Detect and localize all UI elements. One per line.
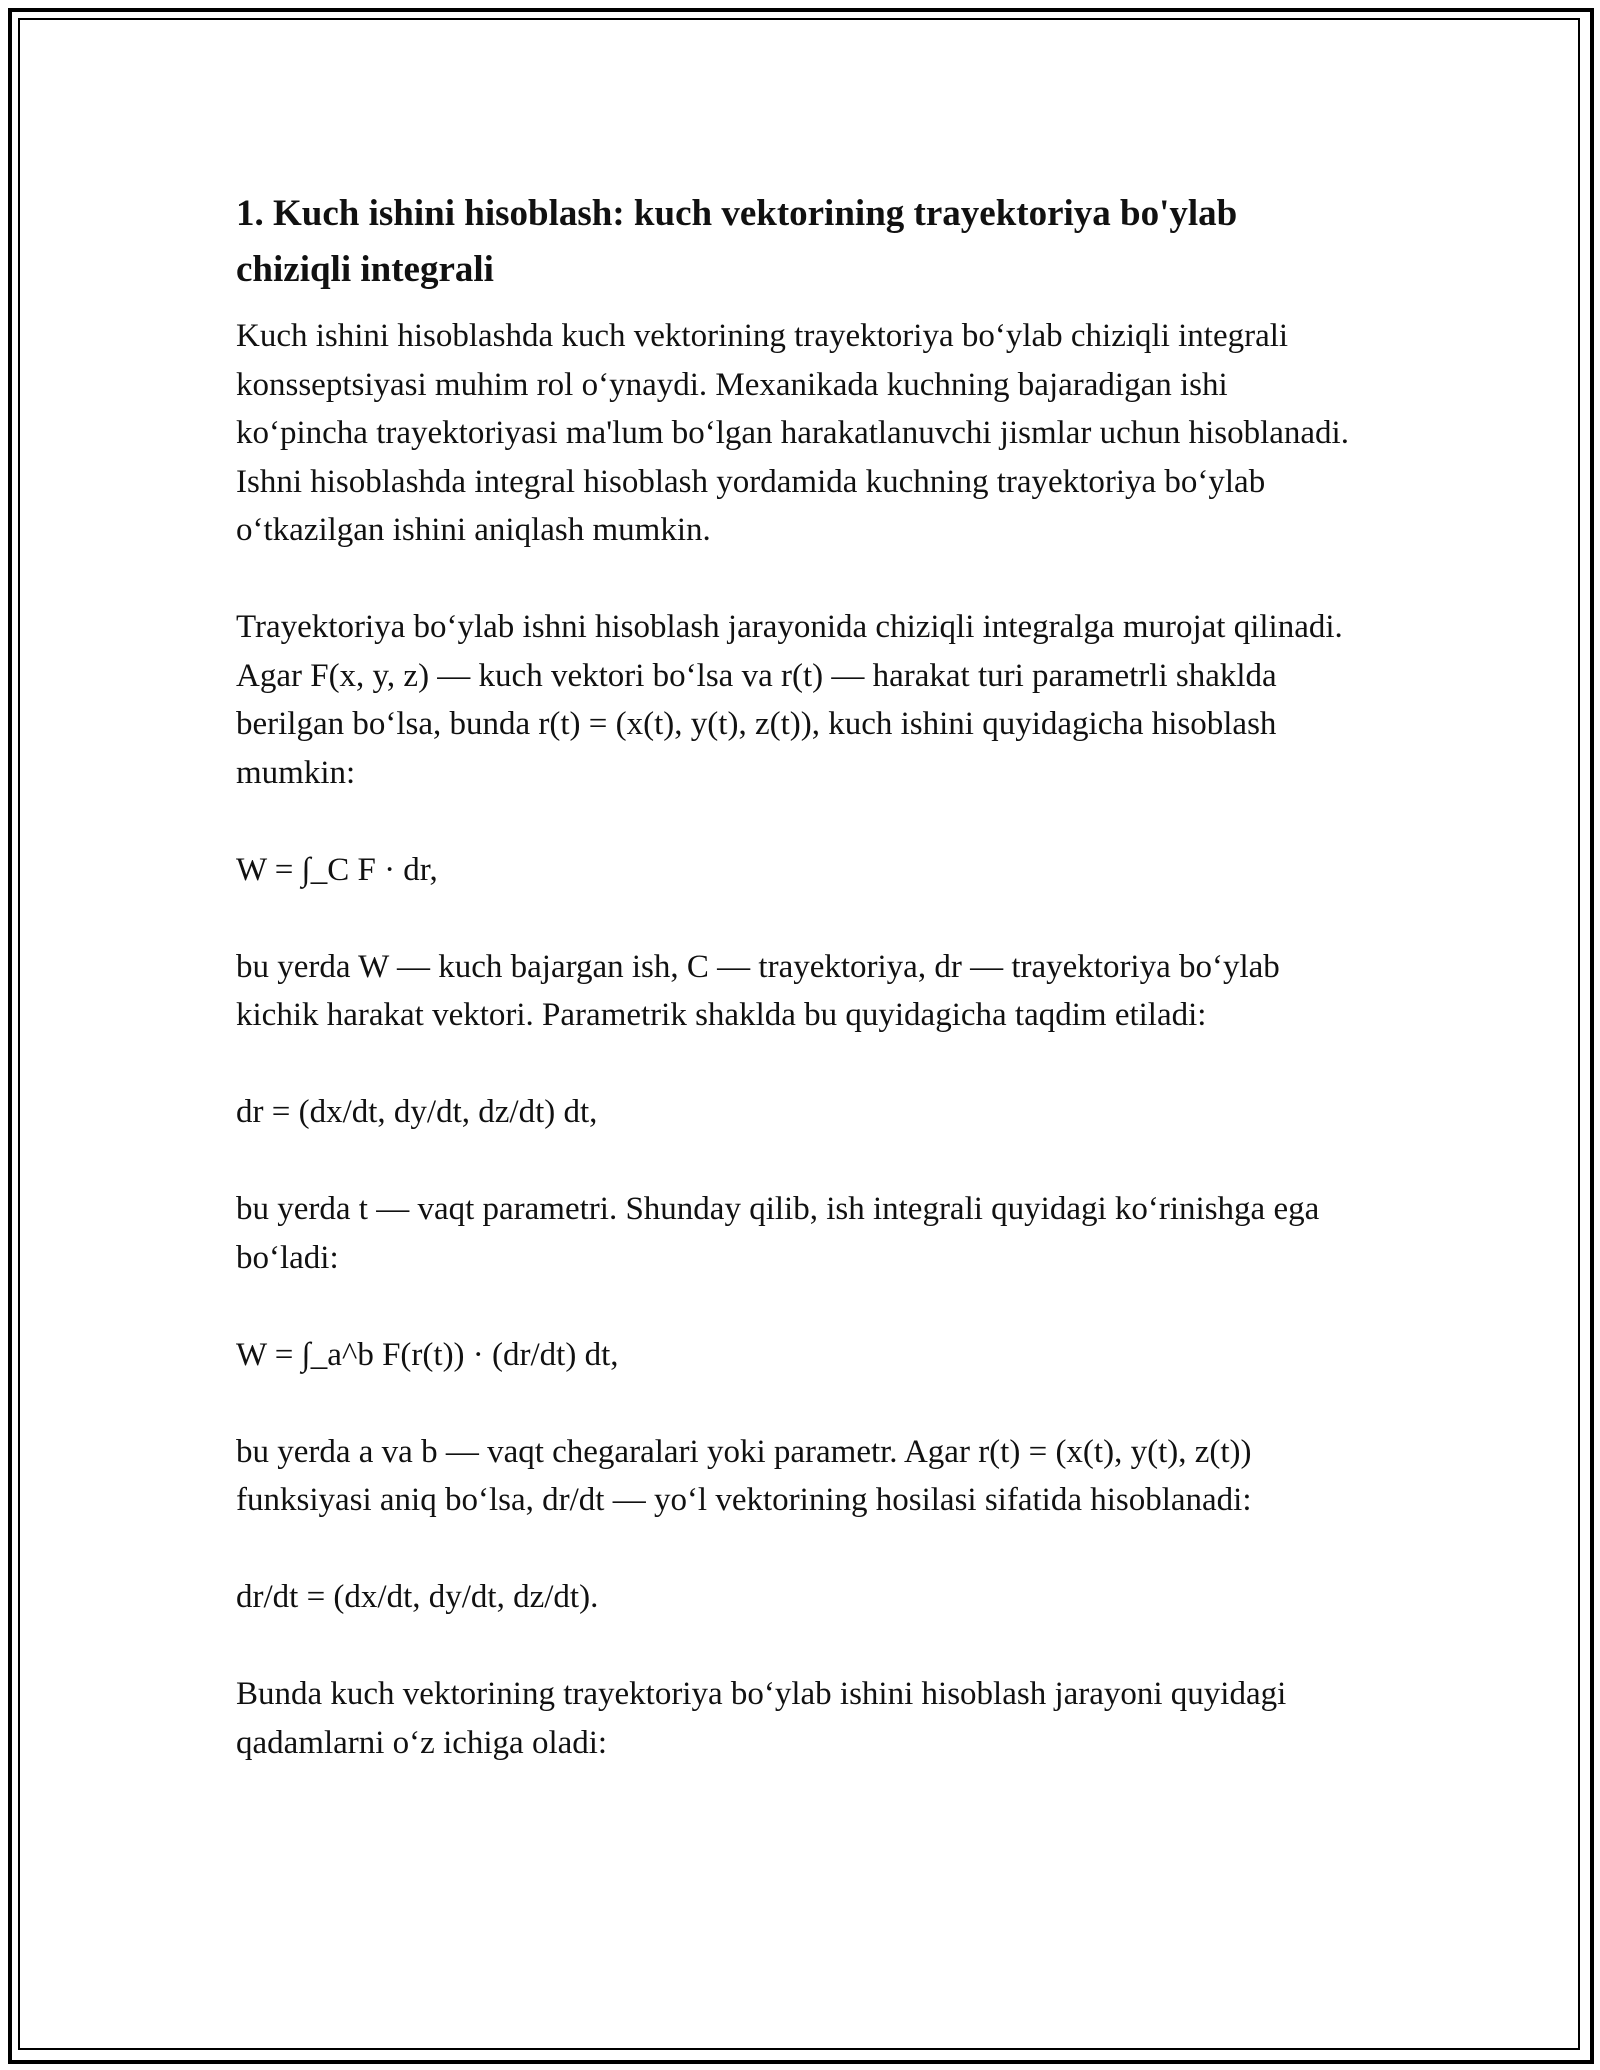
section-heading: 1. Kuch ishini hisoblash: kuch vektorining trayektoriya bo'ylab chiziqli integrali — [236, 193, 1238, 290]
steps-intro-paragraph: Bunda kuch vektorining trayektoriya bo‘ylab ishini hisoblash jarayoni quyidagi qadamlarni o‘z ichiga oladi: — [236, 1676, 1287, 1761]
line-integral-paragraph: Trayektoriya bo‘ylab ishni hisoblash jarayonida chiziqli integralga murojat qilinadi. Agar F(x, y, z) — kuch vektori bo‘lsa va r(t) — harakat turi parametrli shaklda berilgan bo‘lsa, bunda r(t) = (x(t), y(t), z(t)), kuch ishini quyidagicha hisoblash mumkin: — [236, 609, 1343, 791]
dr-formula: dr = (dx/dt, dy/dt, dz/dt) dt, — [236, 1094, 598, 1130]
time-parameter-paragraph: bu yerda t — vaqt parametri. Shunday qilib, ish integrali quyidagi ko‘rinishga ega bo‘ladi: — [236, 1191, 1320, 1276]
derivative-formula: dr/dt = (dx/dt, dy/dt, dz/dt). — [236, 1579, 599, 1615]
document-body — [236, 186, 1356, 1816]
intro-paragraph: Kuch ishini hisoblashda kuch vektorining trayektoriya bo‘ylab chiziqli integrali konsseptsiyasi muhim rol o‘ynaydi. Mexanikada kuchning bajaradigan ishi ko‘pincha trayektoriyasi ma'lum bo‘lgan harakatlanuvchi jismlar uchun hisoblanadi. Ishni hisoblashda integral hisoblash yordamida kuchning trayektoriya bo‘ylab o‘tkazilgan ishini aniqlash mumkin. — [236, 318, 1349, 548]
formula-explanation-paragraph: bu yerda W — kuch bajargan ish, C — trayektoriya, dr — trayektoriya bo‘ylab kichik harakat vektori. Parametrik shaklda bu quyidagicha taqdim etiladi: — [236, 948, 1280, 1033]
work-formula: W = ∫_C F · dr, — [236, 851, 438, 888]
limits-paragraph: bu yerda a va b — vaqt chegaralari yoki parametr. Agar r(t) = (x(t), y(t), z(t)) funksiyasi aniq bo‘lsa, dr/dt — yo‘l vektorining hosilasi sifatida hisoblanadi: — [236, 1433, 1252, 1518]
work-integral-formula: W = ∫_a^b F(r(t)) · (dr/dt) dt, — [236, 1336, 619, 1373]
